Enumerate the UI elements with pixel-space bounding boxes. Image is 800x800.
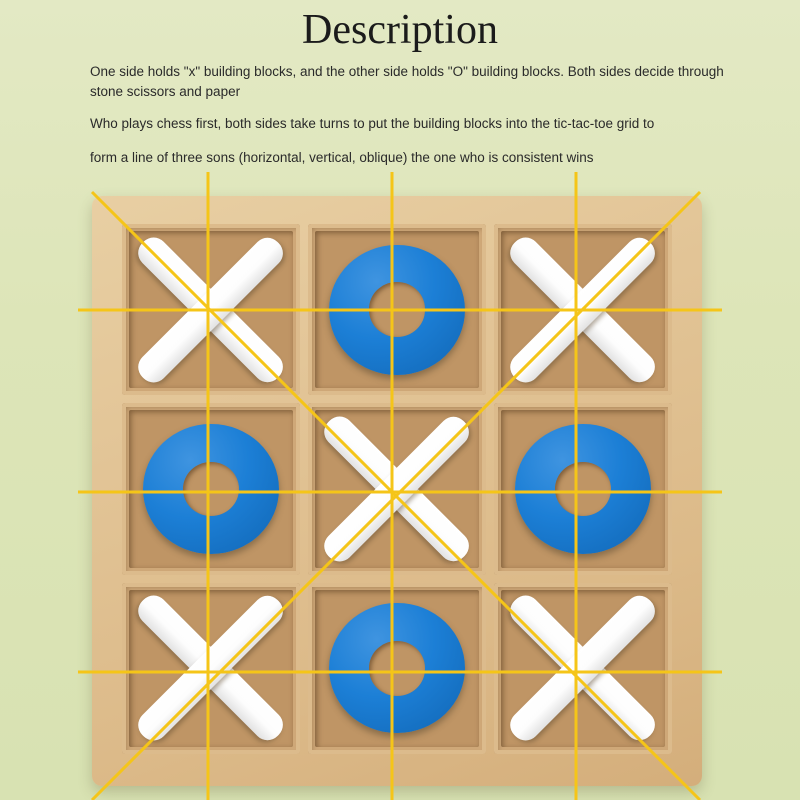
board-cell-1-1[interactable] (122, 224, 300, 395)
x-piece (136, 238, 286, 382)
board-cell-3-3[interactable] (494, 583, 672, 754)
page-title: Description (302, 7, 498, 53)
board-grid (122, 224, 672, 754)
x-piece (322, 417, 472, 561)
description-line-1: One side holds "x" building blocks, and the other side holds "O" building blocks. Both sides decide through stone scissors and paper (90, 64, 724, 99)
tic-tac-toe-board (92, 196, 702, 786)
o-piece (515, 424, 650, 554)
description-line-2: Who plays chess first, both sides take turns to put the building blocks into the tic-tac-toe grid to (90, 116, 655, 131)
board-cell-2-3[interactable] (494, 403, 672, 574)
o-piece (329, 603, 464, 733)
x-piece (508, 238, 658, 382)
board-cell-3-2[interactable] (308, 583, 486, 754)
board-cell-1-2[interactable] (308, 224, 486, 395)
board-cell-3-1[interactable] (122, 583, 300, 754)
board-cell-2-1[interactable] (122, 403, 300, 574)
x-piece (136, 596, 286, 740)
o-piece (143, 424, 278, 554)
board-cell-2-2[interactable] (308, 403, 486, 574)
o-piece (329, 245, 464, 375)
x-piece (508, 596, 658, 740)
board-cell-1-3[interactable] (494, 224, 672, 395)
description-line-3: form a line of three sons (horizontal, vertical, oblique) the one who is consistent wins (90, 150, 594, 165)
